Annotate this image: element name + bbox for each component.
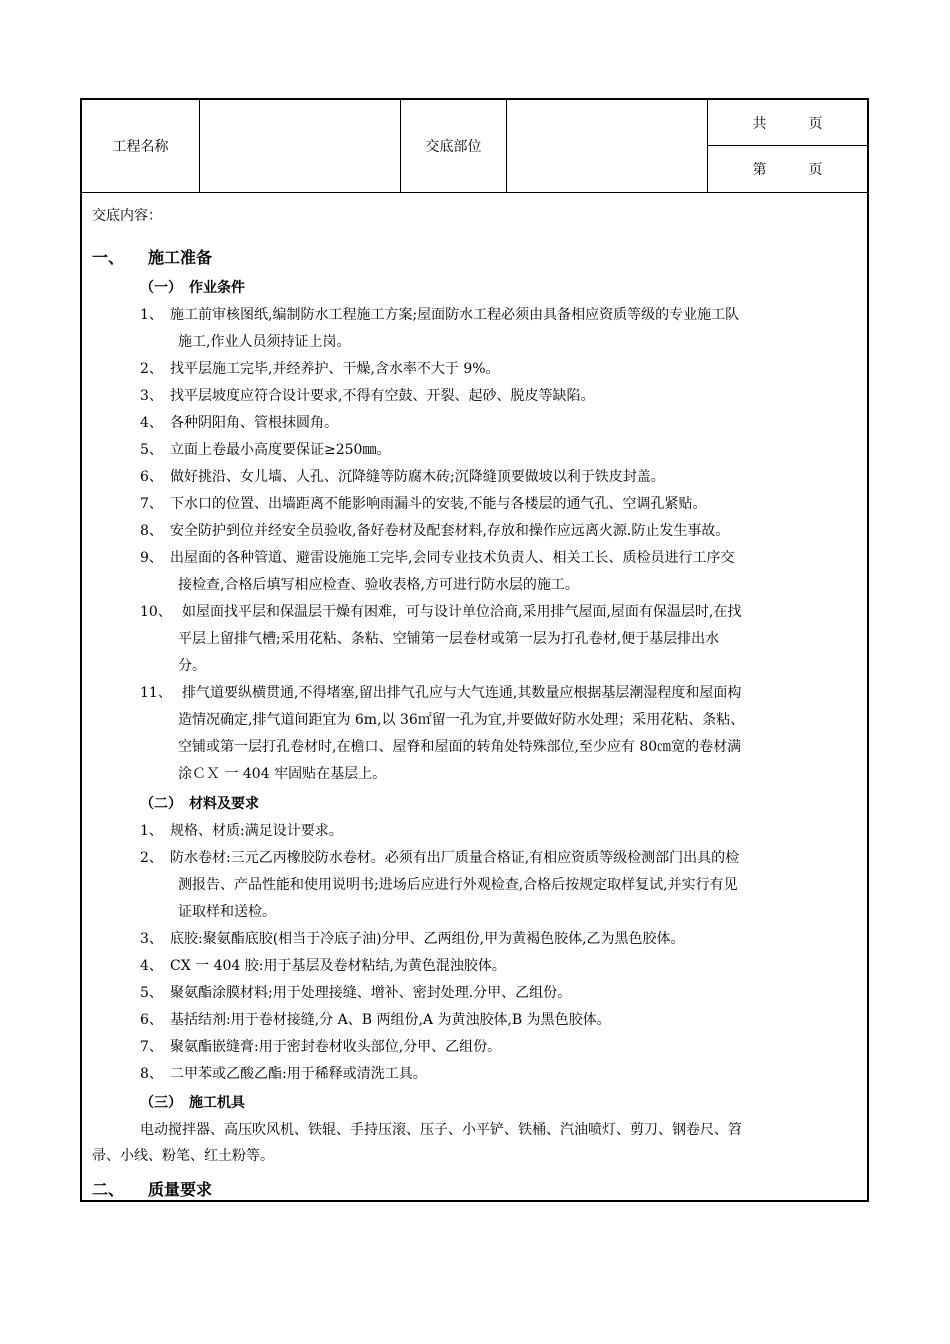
- item-text-line: 防水卷材:三元乙丙橡胶防水卷材。必须有出厂质量合格证,有相应资质等级检测部门出具的检: [170, 850, 740, 866]
- item-text-line: 平层上留排气槽;采用花粘、条粘、空铺第一层卷材或第一层为打孔卷材,便于基层排出水: [178, 631, 720, 647]
- item-text-line: 规格、材质:满足设计要求。: [170, 823, 343, 839]
- item-text-line: 如屋面找平层和保温层干燥有困难，可与设计单位洽商,采用排气屋面,屋面有保温层时,在找: [182, 604, 742, 620]
- item-number: 8、: [140, 523, 163, 539]
- item-number: 2、: [140, 850, 163, 866]
- item-text-line: 找平层施工完毕,并经养护、干燥,含水率不大于 9%。: [170, 361, 500, 377]
- item-text-line: 排气道要纵横贯通,不得堵塞,留出排气孔应与大气连通,其数量应根据基层潮湿程度和屋面构: [182, 685, 742, 701]
- location-label: 交底部位: [425, 139, 482, 155]
- item-text-line: 找平层坡度应符合设计要求,不得有空鼓、开裂、起砂、脱皮等缺陷。: [170, 388, 595, 404]
- item-text-line: 基括结剂:用于卷材接缝,分 A、B 两组份,A 为黄浊胶体,B 为黑色胶体。: [170, 1012, 611, 1028]
- item-number: 9、: [140, 550, 163, 566]
- tools-line-1: 电动搅拌器、高压吹风机、铁辊、手持压滚、压子、小平铲、铁桶、汽油喷灯、剪刀、钢卷尺、笤: [140, 1122, 742, 1138]
- item-text-line: 施工前审核图纸,编制防水工程施工方案;屋面防水工程必须由具备相应资质等级的专业施工队: [170, 307, 740, 323]
- item-number: 11、: [140, 685, 172, 701]
- item-number: 4、: [140, 415, 163, 431]
- item-number: 1、: [140, 823, 163, 839]
- tools-line-2: 帚、小线、粉笔、红土粉等。: [92, 1148, 274, 1164]
- project-name-label: 工程名称: [112, 139, 169, 155]
- item-text-line: 空铺或第一层打孔卷材时,在檐口、屋脊和屋面的转角处特殊部位,至少应有 80㎝宽的卷材满: [178, 739, 742, 755]
- item-number: 3、: [140, 388, 163, 404]
- total-pages: 共 页: [752, 115, 823, 132]
- item-number: 6、: [140, 469, 163, 485]
- item-number: 7、: [140, 496, 163, 512]
- item-number: 7、: [140, 1039, 163, 1055]
- subsection3-title: （三） 施工机具: [140, 1095, 245, 1111]
- item-text-line: 分。: [178, 658, 206, 674]
- item-number: 6、: [140, 1012, 163, 1028]
- item-number: 3、: [140, 931, 163, 947]
- item-number: 10、: [140, 604, 172, 620]
- item-number: 4、: [140, 958, 163, 974]
- item-text-line: 二甲苯或乙酸乙酯:用于稀释或清洗工具。: [170, 1066, 427, 1082]
- item-text-line: 聚氨酯嵌缝膏:用于密封卷材收头部位,分甲、乙组份。: [170, 1039, 502, 1055]
- item-text-line: 施工,作业人员须持证上岗。: [178, 334, 351, 350]
- item-text-line: 聚氨酯涂膜材料;用于处理接缝、增补、密封处理.分甲、乙组份。: [170, 985, 572, 1001]
- item-text-line: CX 一 404 胶:用于基层及卷材粘结,为黄色混浊胶体。: [170, 958, 506, 974]
- page-number: 第 页: [752, 162, 823, 178]
- section2-title: 质量要求: [148, 1180, 213, 1199]
- item-text-line: 测报告、产品性能和使用说明书;进场后应进行外观检查,合格后按规定取样复试,并实行有见: [178, 877, 738, 893]
- location-value: [507, 100, 707, 192]
- disclosure-form: [80, 98, 869, 1202]
- item-text-line: 造情况确定,排气道间距宜为 6m,以 36㎡留一孔为宜,并要做好防水处理；采用花粘、条粘、: [178, 712, 745, 728]
- item-number: 1、: [140, 307, 163, 323]
- item-text-line: 涂ＣＸ 一 404 牢固贴在基层上。: [178, 766, 387, 782]
- item-number: 5、: [140, 442, 163, 458]
- section1-title: 施工准备: [148, 248, 213, 267]
- item-text-line: 立面上卷最小高度要保证≥250㎜。: [170, 442, 391, 458]
- subsection1-title: （一） 作业条件: [140, 280, 245, 296]
- item-text-line: 做好挑沿、女儿墙、人孔、沉降缝等防腐木砖;沉降缝顶要做坡以利于铁皮封盖。: [170, 469, 665, 485]
- content-label: 交底内容：: [92, 208, 162, 224]
- item-text-line: 下水口的位置、出墙距离不能影响雨漏斗的安装,不能与各楼层的通气孔、空调孔紧贴。: [170, 496, 707, 512]
- item-text-line: 安全防护到位并经安全员验收,备好卷材及配套材料,存放和操作应远离火源.防止发生事故。: [170, 523, 730, 539]
- item-number: 5、: [140, 985, 163, 1001]
- item-text-line: 各种阴阳角、管根抹圆角。: [170, 415, 338, 431]
- project-name-value: [200, 100, 400, 192]
- item-text-line: 证取样和送检。: [178, 904, 276, 920]
- item-number: 8、: [140, 1066, 163, 1082]
- item-text-line: 底胶:聚氨酯底胶(相当于冷底子油)分甲、乙两组份,甲为黄褐色胶体,乙为黑色胶体。: [170, 931, 685, 947]
- item-text-line: 出屋面的各种管道、避雷设施施工完毕,会同专业技术负责人、相关工长、质检员进行工序交: [170, 550, 735, 566]
- section2-number: 二、: [92, 1180, 125, 1199]
- item-number: 2、: [140, 361, 163, 377]
- item-text-line: 接检查,合格后填写相应检查、验收表格,方可进行防水层的施工。: [178, 577, 579, 593]
- subsection2-title: （二） 材料及要求: [140, 796, 259, 812]
- section1-number: 一、: [92, 248, 125, 267]
- form-header: [82, 100, 867, 193]
